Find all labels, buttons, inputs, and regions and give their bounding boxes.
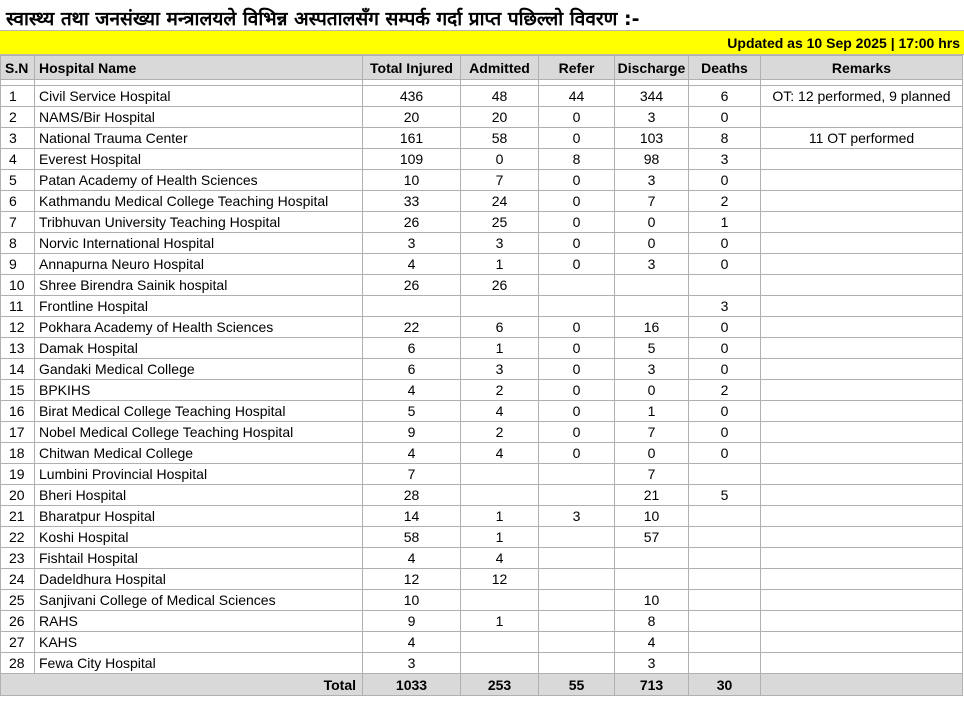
cell-hospital-name: Frontline Hospital (35, 296, 363, 317)
cell-admitted: 4 (461, 548, 539, 569)
cell-total-injured: 4 (363, 548, 461, 569)
cell-sn: 20 (1, 485, 35, 506)
cell-sn: 24 (1, 569, 35, 590)
cell-admitted: 1 (461, 611, 539, 632)
cell-hospital-name: Kathmandu Medical College Teaching Hospital (35, 191, 363, 212)
cell-admitted: 48 (461, 86, 539, 107)
table-row (1, 569, 963, 590)
page-title: स्वास्थ्य तथा जनसंख्या मन्त्रालयले विभिन्न अस्पतालसँग सम्पर्क गर्दा प्राप्त पछिल्लो विवरण :- (6, 8, 640, 30)
cell-total-injured: 26 (363, 275, 461, 296)
cell-total-injured: 4 (363, 380, 461, 401)
table-row (1, 401, 963, 422)
header-injured: Total Injured (363, 56, 461, 80)
cell-hospital-name: Sanjivani College of Medical Sciences (35, 590, 363, 611)
cell-deaths: 0 (689, 170, 761, 191)
cell-admitted (461, 485, 539, 506)
cell-sn: 19 (1, 464, 35, 485)
cell-sn: 17 (1, 422, 35, 443)
cell-refer: 0 (539, 170, 615, 191)
header-remarks: Remarks (761, 56, 963, 80)
cell-sn: 14 (1, 359, 35, 380)
table-row (1, 296, 963, 317)
cell-deaths (689, 611, 761, 632)
cell-hospital-name: Damak Hospital (35, 338, 363, 359)
cell-total-injured: 109 (363, 149, 461, 170)
cell-total-injured: 5 (363, 401, 461, 422)
cell-refer: 8 (539, 149, 615, 170)
cell-sn: 8 (1, 233, 35, 254)
table-row (1, 653, 963, 674)
cell-hospital-name: Tribhuvan University Teaching Hospital (35, 212, 363, 233)
cell-total-injured: 4 (363, 443, 461, 464)
cell-admitted (461, 296, 539, 317)
table-row (1, 317, 963, 338)
cell-remarks (761, 632, 963, 653)
cell-deaths: 2 (689, 380, 761, 401)
cell-sn: 23 (1, 548, 35, 569)
title-row (0, 0, 964, 31)
cell-deaths: 0 (689, 401, 761, 422)
cell-total-injured: 12 (363, 569, 461, 590)
cell-deaths: 0 (689, 233, 761, 254)
cell-remarks (761, 317, 963, 338)
cell-admitted: 3 (461, 233, 539, 254)
cell-remarks (761, 149, 963, 170)
cell-discharge: 16 (615, 317, 689, 338)
cell-sn: 22 (1, 527, 35, 548)
cell-deaths: 3 (689, 296, 761, 317)
cell-total-injured: 9 (363, 611, 461, 632)
cell-hospital-name: Birat Medical College Teaching Hospital (35, 401, 363, 422)
cell-discharge: 0 (615, 443, 689, 464)
cell-total-injured: 22 (363, 317, 461, 338)
cell-deaths: 0 (689, 422, 761, 443)
cell-sn: 18 (1, 443, 35, 464)
cell-discharge: 10 (615, 590, 689, 611)
cell-total-injured (363, 296, 461, 317)
cell-discharge: 0 (615, 380, 689, 401)
cell-admitted: 2 (461, 380, 539, 401)
cell-deaths (689, 548, 761, 569)
cell-remarks (761, 380, 963, 401)
cell-discharge: 3 (615, 359, 689, 380)
cell-admitted: 58 (461, 128, 539, 149)
cell-deaths: 2 (689, 191, 761, 212)
cell-remarks (761, 191, 963, 212)
cell-sn: 28 (1, 653, 35, 674)
updated-timestamp: Updated as 10 Sep 2025 | 17:00 hrs (727, 35, 960, 51)
cell-discharge: 3 (615, 653, 689, 674)
table-row (1, 191, 963, 212)
cell-sn: 13 (1, 338, 35, 359)
cell-refer: 0 (539, 401, 615, 422)
cell-hospital-name: Lumbini Provincial Hospital (35, 464, 363, 485)
cell-remarks (761, 107, 963, 128)
cell-refer: 0 (539, 128, 615, 149)
cell-total-injured: 20 (363, 107, 461, 128)
cell-sn: 3 (1, 128, 35, 149)
cell-hospital-name: Dadeldhura Hospital (35, 569, 363, 590)
cell-admitted: 1 (461, 527, 539, 548)
cell-hospital-name: Shree Birendra Sainik hospital (35, 275, 363, 296)
cell-remarks (761, 485, 963, 506)
cell-refer: 0 (539, 107, 615, 128)
cell-remarks (761, 464, 963, 485)
cell-discharge: 7 (615, 191, 689, 212)
cell-deaths: 0 (689, 317, 761, 338)
cell-hospital-name: KAHS (35, 632, 363, 653)
cell-total-injured: 7 (363, 464, 461, 485)
cell-total-injured: 28 (363, 485, 461, 506)
total-admitted: 253 (461, 674, 539, 696)
cell-sn: 15 (1, 380, 35, 401)
cell-refer: 44 (539, 86, 615, 107)
table-row (1, 632, 963, 653)
cell-remarks: OT: 12 performed, 9 planned (761, 86, 963, 107)
cell-remarks (761, 233, 963, 254)
cell-refer: 0 (539, 233, 615, 254)
cell-hospital-name: Fewa City Hospital (35, 653, 363, 674)
cell-hospital-name: Gandaki Medical College (35, 359, 363, 380)
table-row (1, 443, 963, 464)
cell-remarks (761, 254, 963, 275)
cell-admitted (461, 632, 539, 653)
cell-deaths: 0 (689, 254, 761, 275)
cell-discharge (615, 275, 689, 296)
cell-sn: 25 (1, 590, 35, 611)
cell-admitted: 4 (461, 401, 539, 422)
updated-banner (0, 31, 964, 55)
cell-discharge: 5 (615, 338, 689, 359)
cell-discharge: 98 (615, 149, 689, 170)
cell-total-injured: 436 (363, 86, 461, 107)
cell-total-injured: 33 (363, 191, 461, 212)
cell-sn: 5 (1, 170, 35, 191)
cell-sn: 26 (1, 611, 35, 632)
cell-deaths: 0 (689, 338, 761, 359)
cell-refer: 0 (539, 317, 615, 338)
cell-hospital-name: Fishtail Hospital (35, 548, 363, 569)
cell-refer (539, 527, 615, 548)
cell-refer: 0 (539, 212, 615, 233)
table-row (1, 233, 963, 254)
cell-remarks (761, 275, 963, 296)
cell-hospital-name: Bharatpur Hospital (35, 506, 363, 527)
total-deaths: 30 (689, 674, 761, 696)
cell-admitted: 4 (461, 443, 539, 464)
cell-deaths: 6 (689, 86, 761, 107)
cell-refer: 0 (539, 380, 615, 401)
cell-hospital-name: Civil Service Hospital (35, 86, 363, 107)
hospital-table (0, 55, 963, 696)
cell-deaths: 0 (689, 443, 761, 464)
cell-deaths (689, 506, 761, 527)
cell-remarks (761, 506, 963, 527)
cell-discharge: 103 (615, 128, 689, 149)
cell-remarks (761, 296, 963, 317)
cell-refer (539, 485, 615, 506)
table-row (1, 506, 963, 527)
cell-admitted: 1 (461, 338, 539, 359)
header-discharge: Discharge (615, 56, 689, 80)
cell-deaths: 1 (689, 212, 761, 233)
cell-total-injured: 9 (363, 422, 461, 443)
cell-hospital-name: NAMS/Bir Hospital (35, 107, 363, 128)
cell-refer: 0 (539, 443, 615, 464)
cell-hospital-name: Chitwan Medical College (35, 443, 363, 464)
cell-sn: 6 (1, 191, 35, 212)
table-row (1, 254, 963, 275)
cell-remarks (761, 422, 963, 443)
table-row (1, 149, 963, 170)
cell-discharge (615, 548, 689, 569)
cell-remarks (761, 170, 963, 191)
table-row (1, 590, 963, 611)
cell-sn: 12 (1, 317, 35, 338)
cell-total-injured: 4 (363, 254, 461, 275)
header-deaths: Deaths (689, 56, 761, 80)
cell-sn: 1 (1, 86, 35, 107)
total-injured: 1033 (363, 674, 461, 696)
cell-admitted: 24 (461, 191, 539, 212)
cell-total-injured: 6 (363, 359, 461, 380)
cell-refer (539, 464, 615, 485)
table-row (1, 464, 963, 485)
cell-admitted: 1 (461, 506, 539, 527)
cell-refer (539, 653, 615, 674)
header-sn: S.N (1, 56, 35, 80)
cell-sn: 16 (1, 401, 35, 422)
cell-admitted (461, 590, 539, 611)
total-refer: 55 (539, 674, 615, 696)
table-row (1, 380, 963, 401)
cell-discharge: 10 (615, 506, 689, 527)
cell-admitted: 20 (461, 107, 539, 128)
table-row (1, 170, 963, 191)
table-body (1, 86, 963, 674)
cell-hospital-name: RAHS (35, 611, 363, 632)
cell-remarks (761, 548, 963, 569)
cell-remarks (761, 590, 963, 611)
cell-deaths: 0 (689, 359, 761, 380)
cell-admitted (461, 464, 539, 485)
cell-remarks (761, 401, 963, 422)
cell-remarks (761, 569, 963, 590)
cell-refer: 3 (539, 506, 615, 527)
cell-total-injured: 4 (363, 632, 461, 653)
cell-sn: 4 (1, 149, 35, 170)
cell-hospital-name: Everest Hospital (35, 149, 363, 170)
cell-discharge: 8 (615, 611, 689, 632)
cell-admitted: 3 (461, 359, 539, 380)
cell-total-injured: 10 (363, 170, 461, 191)
cell-remarks (761, 443, 963, 464)
cell-hospital-name: Bheri Hospital (35, 485, 363, 506)
total-label: Total (1, 674, 363, 696)
cell-admitted: 25 (461, 212, 539, 233)
cell-remarks (761, 527, 963, 548)
cell-total-injured: 6 (363, 338, 461, 359)
cell-deaths (689, 653, 761, 674)
cell-remarks (761, 611, 963, 632)
cell-discharge (615, 569, 689, 590)
cell-refer: 0 (539, 338, 615, 359)
cell-remarks (761, 653, 963, 674)
cell-total-injured: 10 (363, 590, 461, 611)
cell-admitted: 12 (461, 569, 539, 590)
cell-deaths (689, 632, 761, 653)
cell-total-injured: 26 (363, 212, 461, 233)
table-row (1, 527, 963, 548)
cell-refer (539, 611, 615, 632)
cell-hospital-name: Annapurna Neuro Hospital (35, 254, 363, 275)
cell-discharge: 7 (615, 464, 689, 485)
cell-deaths (689, 275, 761, 296)
cell-sn: 7 (1, 212, 35, 233)
cell-discharge: 3 (615, 170, 689, 191)
cell-refer (539, 569, 615, 590)
cell-remarks (761, 212, 963, 233)
cell-hospital-name: Patan Academy of Health Sciences (35, 170, 363, 191)
cell-sn: 11 (1, 296, 35, 317)
cell-refer: 0 (539, 254, 615, 275)
cell-sn: 27 (1, 632, 35, 653)
table-row (1, 422, 963, 443)
cell-total-injured: 14 (363, 506, 461, 527)
cell-deaths (689, 527, 761, 548)
cell-discharge: 57 (615, 527, 689, 548)
table-row (1, 128, 963, 149)
cell-hospital-name: Nobel Medical College Teaching Hospital (35, 422, 363, 443)
cell-discharge: 0 (615, 233, 689, 254)
cell-refer: 0 (539, 359, 615, 380)
cell-total-injured: 3 (363, 653, 461, 674)
cell-deaths: 0 (689, 107, 761, 128)
cell-refer (539, 632, 615, 653)
cell-sn: 21 (1, 506, 35, 527)
cell-deaths (689, 464, 761, 485)
cell-hospital-name: National Trauma Center (35, 128, 363, 149)
cell-admitted: 2 (461, 422, 539, 443)
cell-hospital-name: Pokhara Academy of Health Sciences (35, 317, 363, 338)
table-row (1, 611, 963, 632)
header-row (1, 56, 963, 80)
cell-hospital-name: Norvic International Hospital (35, 233, 363, 254)
cell-refer: 0 (539, 422, 615, 443)
cell-deaths: 3 (689, 149, 761, 170)
total-remarks (761, 674, 963, 696)
cell-refer: 0 (539, 191, 615, 212)
cell-total-injured: 3 (363, 233, 461, 254)
cell-discharge: 7 (615, 422, 689, 443)
cell-refer (539, 296, 615, 317)
cell-total-injured: 58 (363, 527, 461, 548)
cell-discharge: 21 (615, 485, 689, 506)
cell-deaths (689, 590, 761, 611)
table-row (1, 212, 963, 233)
cell-deaths (689, 569, 761, 590)
cell-sn: 2 (1, 107, 35, 128)
table-row (1, 107, 963, 128)
total-discharge: 713 (615, 674, 689, 696)
cell-deaths: 8 (689, 128, 761, 149)
cell-remarks (761, 338, 963, 359)
header-admitted: Admitted (461, 56, 539, 80)
cell-hospital-name: BPKIHS (35, 380, 363, 401)
cell-admitted (461, 653, 539, 674)
header-hospital: Hospital Name (35, 56, 363, 80)
table-row (1, 359, 963, 380)
cell-discharge: 3 (615, 107, 689, 128)
cell-refer (539, 275, 615, 296)
cell-deaths: 5 (689, 485, 761, 506)
table-row (1, 548, 963, 569)
cell-refer (539, 548, 615, 569)
cell-discharge: 4 (615, 632, 689, 653)
cell-total-injured: 161 (363, 128, 461, 149)
cell-admitted: 6 (461, 317, 539, 338)
cell-discharge: 344 (615, 86, 689, 107)
table-row (1, 485, 963, 506)
cell-admitted: 0 (461, 149, 539, 170)
table-row (1, 86, 963, 107)
cell-admitted: 7 (461, 170, 539, 191)
header-refer: Refer (539, 56, 615, 80)
table-row (1, 275, 963, 296)
cell-admitted: 1 (461, 254, 539, 275)
cell-remarks (761, 359, 963, 380)
cell-sn: 9 (1, 254, 35, 275)
total-row (1, 674, 963, 696)
cell-remarks: 11 OT performed (761, 128, 963, 149)
cell-discharge: 3 (615, 254, 689, 275)
table-row (1, 338, 963, 359)
cell-admitted: 26 (461, 275, 539, 296)
cell-discharge (615, 296, 689, 317)
cell-discharge: 0 (615, 212, 689, 233)
cell-refer (539, 590, 615, 611)
cell-discharge: 1 (615, 401, 689, 422)
cell-sn: 10 (1, 275, 35, 296)
cell-hospital-name: Koshi Hospital (35, 527, 363, 548)
